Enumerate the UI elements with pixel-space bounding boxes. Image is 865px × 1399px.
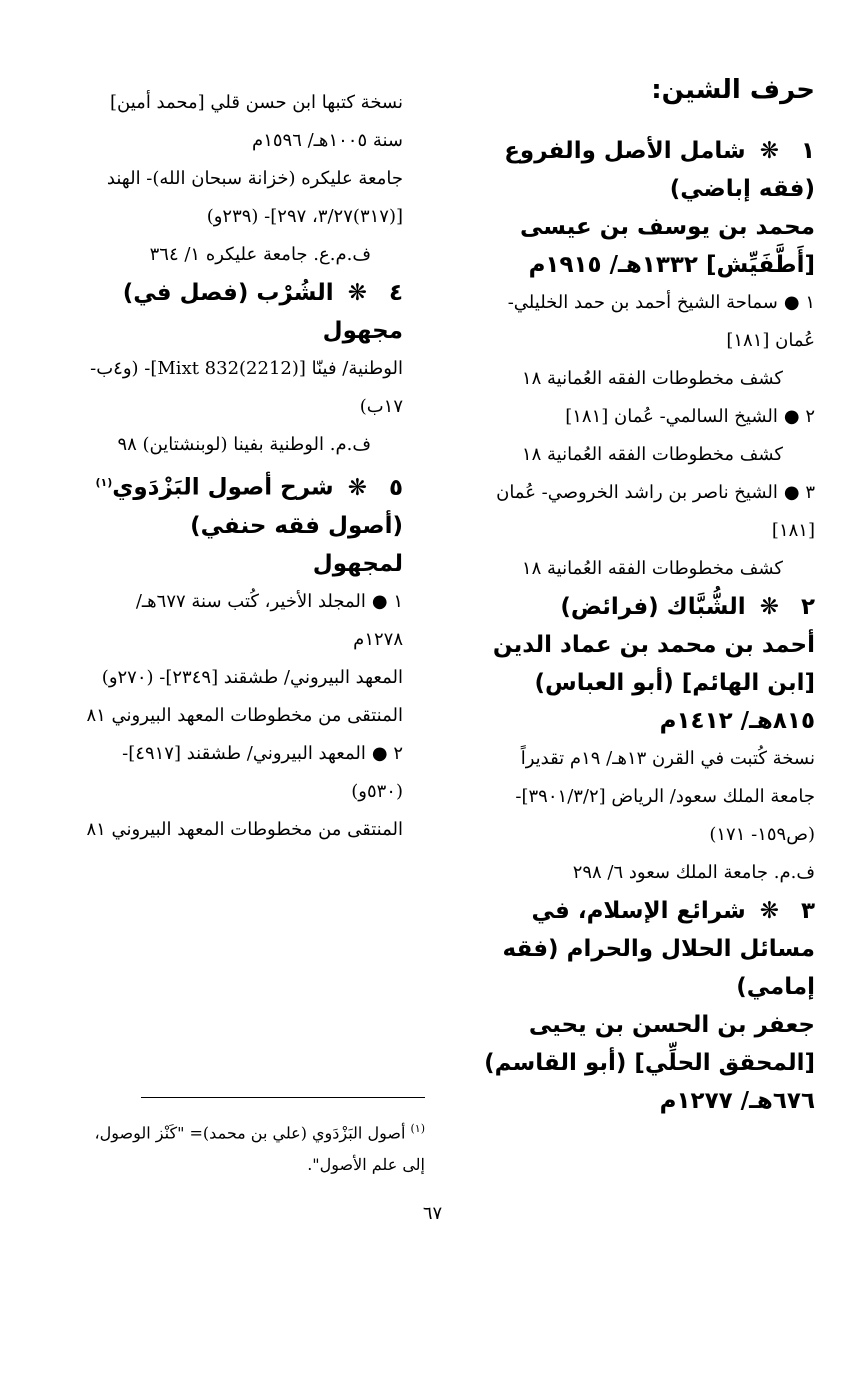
entry-4 <box>85 274 403 464</box>
entry-line: ف.م. جامعة الملك سعود ٦/ ٢٩٨ <box>572 862 815 883</box>
entry-title: الشُرْب (فصل في) <box>122 280 334 306</box>
entry-line: سماحة الشيخ أحمد بن حمد الخليلي- عُمان [١٨١] <box>507 292 815 351</box>
continuation-line: ف.م.ع. جامعة عليكره ١/ ٣٦٤ <box>149 244 371 265</box>
entry-number: ٤ <box>388 280 403 306</box>
footnote-ref: (١) <box>95 476 113 489</box>
entry-line: ف.م. الوطنية بفينا (لوبنشتاين) ٩٨ <box>117 434 371 455</box>
entry-line: كشف مخطوطات الفقه العُمانية ١٨ <box>521 558 783 579</box>
entry-2 <box>470 588 815 892</box>
entry-line: جامعة الملك سعود/ الرياض [٣٩٠١/٣/٢]- (ص١٥٩- ١٧١) <box>515 786 815 845</box>
footnote-divider <box>141 1097 425 1098</box>
entry-1 <box>470 132 815 588</box>
star-icon: ❋ <box>759 898 779 924</box>
left-column <box>85 84 403 849</box>
entry-title: الشُّبَّاك (فرائض) <box>560 594 746 620</box>
right-column <box>470 70 815 1120</box>
star-icon: ❋ <box>347 474 367 501</box>
entry-number: ٥ <box>388 474 403 501</box>
entry-line: المعهد البيروني/ طشقند [٤٩١٧]- (٥٣٠و) <box>122 742 403 802</box>
entry-line: كشف مخطوطات الفقه العُمانية ١٨ <box>521 368 783 389</box>
entry-author: مجهول <box>322 318 403 344</box>
entry-title: شرح أصول البَزْدَوي <box>112 474 334 501</box>
bullet-marker: ٣ ● <box>783 482 815 503</box>
entry-author: جعفر بن الحسن بن يحيى [المحقق الحلِّي] (أبو القاسم) ٦٧٦هـ/ ١٢٧٧م <box>484 1012 815 1114</box>
continuation-line: جامعة عليكره (خزانة سبحان الله)- الهند [(٣١٧)٣/٢٧، ٢٩٧]- (٢٣٩و) <box>106 168 403 227</box>
continuation-line: نسخة كتبها ابن حسن قلي [محمد أمين] سنة ١٠٠٥هـ/ ١٥٩٦م <box>110 92 403 151</box>
entry-line: الشيخ السالمي- عُمان [١٨١] <box>565 406 778 427</box>
entry-number: ٢ <box>800 594 815 620</box>
entry-author: أحمد بن محمد بن عماد الدين [ابن الهائم] (أبو العباس) ٨١٥هـ/ ١٤١٢م <box>492 632 815 734</box>
entry-line: المعهد البيروني/ طشقند [٢٣٤٩]- (٢٧٠و) <box>101 666 403 688</box>
entry-title: شرائع الإسلام، في مسائل الحلال والحرام (فقه إمامي) <box>502 898 815 1000</box>
entry-number: ١ <box>800 138 815 164</box>
entry-title: شامل الأصل والفروع (فقه إباضي) <box>504 138 815 202</box>
entry-line: الشيخ ناصر بن راشد الخروصي- عُمان [١٨١] <box>496 482 815 541</box>
entry-line: المنتقى من مخطوطات المعهد البيروني ٨١ <box>86 704 403 726</box>
entry-line: الوطنية/ فينّا [Mixt 832(2212)]- (و٤ب- ١٧ب) <box>90 358 403 417</box>
entry-line: المجلد الأخير، كُتب سنة ٦٧٧هـ/ ١٢٧٨م <box>135 590 403 650</box>
bullet-marker: ١ ● <box>783 292 815 313</box>
footnote <box>85 1113 425 1181</box>
entry-line: المنتقى من مخطوطات المعهد البيروني ٨١ <box>86 818 403 840</box>
bullet-marker: ٢ ● <box>783 406 815 427</box>
star-icon: ❋ <box>759 138 779 164</box>
entry-line: نسخة كُتبت في القرن ١٣هـ/ ١٩م تقديراً <box>520 748 815 769</box>
entry-3 <box>470 892 815 1120</box>
bullet-marker: ٢ ● <box>371 742 403 764</box>
section-heading: حرف الشين: <box>651 75 815 105</box>
footnote-text: أصول البَزْدَوي (علي بن محمد)= "كَنْز الوصول، إلى علم الأصول". <box>94 1123 425 1175</box>
entry-number: ٣ <box>800 898 815 924</box>
footnote-mark: (١) <box>410 1122 425 1135</box>
entry-5 <box>85 464 403 849</box>
entry-subtitle: (أصول فقه حنفي) <box>190 512 403 539</box>
star-icon: ❋ <box>759 594 779 620</box>
bullet-marker: ١ ● <box>371 590 403 612</box>
entry-author: لمجهول <box>312 550 403 577</box>
page-number: ٦٧ <box>422 1203 443 1224</box>
entry-line: كشف مخطوطات الفقه العُمانية ١٨ <box>521 444 783 465</box>
entry-author: محمد بن يوسف بن عيسى [أَطَّفَيِّش] ١٣٣٢هـ/ ١٩١٥م <box>519 214 815 278</box>
star-icon: ❋ <box>347 280 367 306</box>
